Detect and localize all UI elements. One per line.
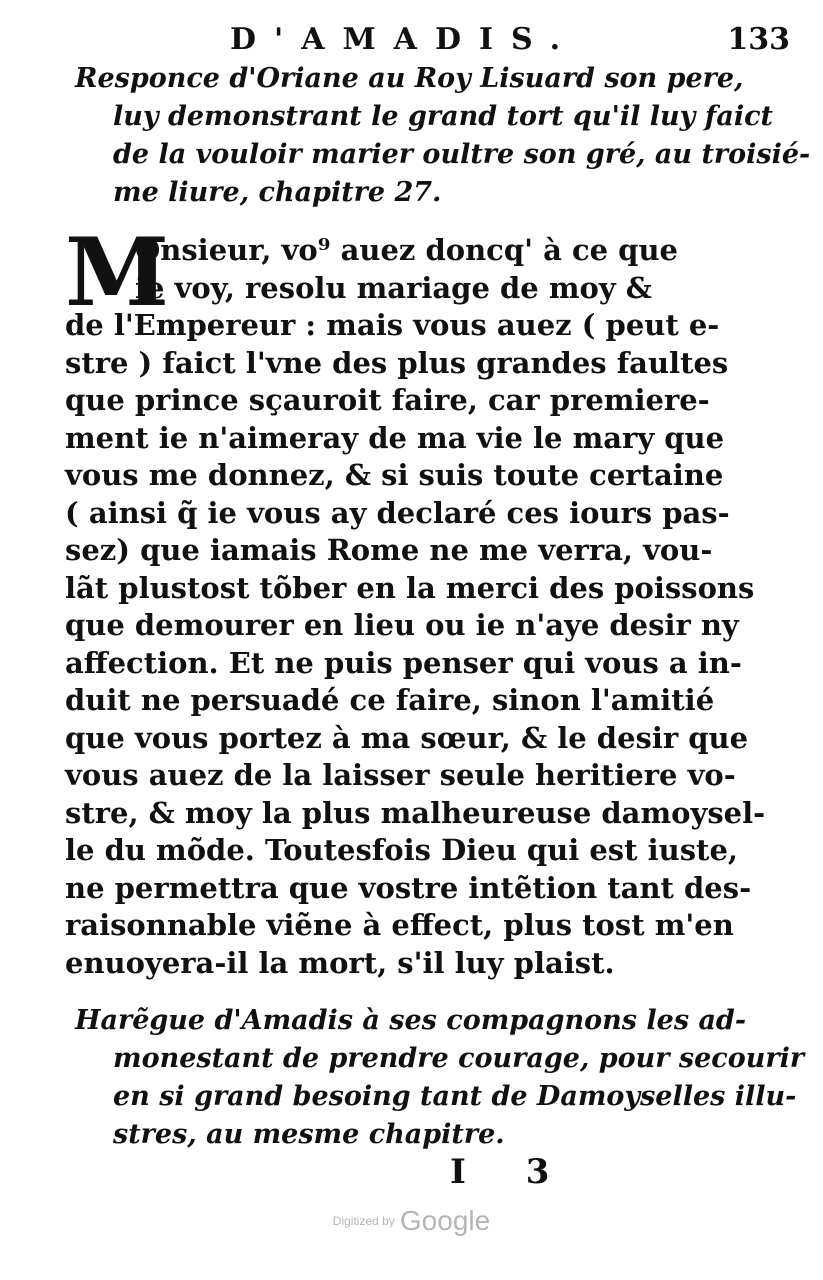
drop-cap: M bbox=[65, 218, 170, 328]
watermark-logo-text: Google bbox=[399, 1205, 491, 1236]
body-line: que demourer en lieu ou ie n'aye desir ny bbox=[65, 608, 739, 642]
body-line: vous auez de la laisser seule heritiere vo- bbox=[65, 758, 736, 792]
body-line: ment ie n'aimeray de ma vie le mary que bbox=[65, 420, 725, 455]
page-number: 133 bbox=[727, 22, 790, 57]
body-line: duit ne persuadé ce faire, sinon l'amitié bbox=[65, 683, 715, 717]
chapter-heading-amadis bbox=[75, 1002, 805, 1154]
running-title: D'AMADIS. bbox=[230, 22, 579, 57]
body-line: stre, & moy la plus malheureuse damoysel- bbox=[65, 795, 766, 830]
body-line: raisonnable viẽne à effect, plus tost m'en bbox=[65, 908, 734, 942]
body-line: stre ) faict l'vne des plus grandes faultes bbox=[65, 345, 729, 380]
heading-line: stres, au mesme chapitre. bbox=[113, 1119, 505, 1150]
heading-line: monestant de prendre courage, pour secourir bbox=[113, 1043, 805, 1074]
body-line: sez) que iamais Rome ne me verra, vou- bbox=[65, 533, 713, 567]
heading-line: de la vouloir marier oultre son gré, au troisié- bbox=[113, 139, 811, 170]
body-line: affection. Et ne puis penser qui vous a in- bbox=[65, 645, 742, 680]
body-line: que prince sçauroit faire, car premiere- bbox=[65, 383, 710, 417]
body-line: enuoyera-il la mort, s'il luy plaist. bbox=[65, 945, 615, 980]
body-line: de l'Empereur : mais vous auez ( peut e- bbox=[65, 308, 720, 342]
body-line: ie voy, resolu mariage de moy & bbox=[135, 270, 652, 305]
watermark-prefix: Digitized by bbox=[332, 1214, 395, 1228]
body-line: ( ainsi q̃ ie vous ay declaré ces iours pas- bbox=[65, 495, 730, 530]
heading-line: Responce d'Oriane au Roy Lisuard son pere, bbox=[75, 63, 744, 94]
body-line: vous me donnez, & si suis toute certaine bbox=[65, 458, 724, 492]
digitization-watermark bbox=[0, 1205, 823, 1237]
body-line: que vous portez à ma sœur, & le desir que bbox=[65, 720, 749, 755]
body-line: le du mõde. Toutesfois Dieu qui est iuste, bbox=[65, 833, 738, 867]
body-line: lãt plustost tõber en la merci des poissons bbox=[65, 570, 755, 605]
body-line: Onsieur, vo⁹ auez doncq' à ce que bbox=[135, 233, 678, 267]
running-head bbox=[230, 22, 790, 62]
heading-line: luy demonstrant le grand tort qu'il luy faict bbox=[113, 101, 773, 132]
body-line: ne permettra que vostre intẽtion tant des- bbox=[65, 870, 752, 905]
body-paragraph bbox=[65, 218, 766, 982]
heading-line: Harẽgue d'Amadis à ses compagnons les ad- bbox=[75, 1005, 747, 1036]
heading-line: en si grand besoing tant de Damoyselles illu- bbox=[113, 1081, 797, 1112]
signature-mark: I 3 bbox=[450, 1152, 574, 1192]
heading-line: me liure, chapitre 27. bbox=[113, 177, 442, 208]
chapter-heading-oriane bbox=[75, 60, 811, 212]
